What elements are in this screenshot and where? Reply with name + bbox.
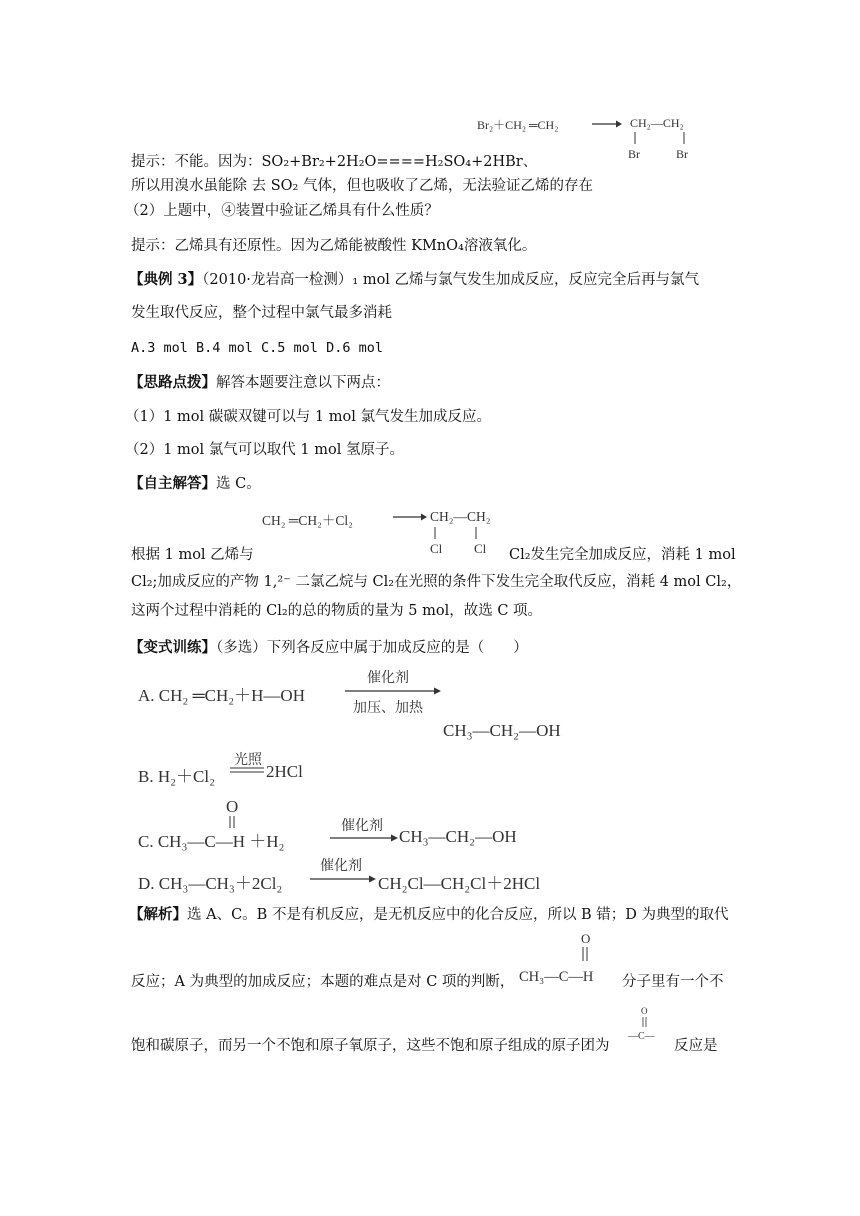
- example-3-text: （2010·龙岩高一检测）₁ mol 乙烯与氯气发生加成反应，反应完全后再与氯气: [202, 272, 700, 288]
- example-3-options: A.3 mol B.4 mol C.5 mol D.6 mol: [131, 340, 383, 356]
- carbonyl-group-bond: [642, 1017, 648, 1029]
- example-3-line: [129, 270, 699, 290]
- answer-tag: 【自主解答】: [129, 475, 216, 492]
- answer-paragraph-1-left: 根据 1 mol 乙烯与: [131, 547, 254, 563]
- substituent-br-2: Br: [676, 147, 688, 161]
- option-d-catalyst: 催化剂: [320, 858, 362, 874]
- hint-paragraph-2: 所以用溴水虽能除 去 SO₂ 气体，但也吸收了乙烯，无法验证乙烯的存在: [131, 178, 593, 194]
- equation-mid-product: CH₂—CH₂: [430, 509, 491, 524]
- solution-carbonyl-bond: [581, 947, 591, 963]
- hint-point-2: （2）1 mol 氯气可以取代 1 mol 氢原子。: [125, 442, 404, 458]
- option-b-product: 2HCl: [266, 762, 303, 781]
- variant-text: （多选）下列各反应中属于加成反应的是（ ）: [216, 640, 528, 656]
- solution-aldehyde-structure: CH₃—C—H: [519, 969, 594, 985]
- substituent-br-1: Br: [628, 147, 640, 161]
- solution-text-3-left: 饱和碳原子，而另一个不饱和原子氧原子，这些不饱和原子组成的原子团为: [131, 1038, 610, 1054]
- answer-paragraph-2: Cl₂;加成反应的产物 1,²⁻ 二氯乙烷与 Cl₂在光照的条件下发生完全取代反应，消耗 4 mol Cl₂，: [131, 574, 742, 590]
- option-b-reactants: B. H₂＋Cl₂: [138, 767, 216, 786]
- option-d-reactants: D. CH₃—CH₃＋2Cl₂: [138, 874, 283, 893]
- option-a-product: CH₃—CH₂—OH: [443, 721, 561, 740]
- solution-tag: 【解析】: [129, 906, 187, 923]
- reaction-arrow: [330, 833, 398, 843]
- option-c-catalyst: 催化剂: [341, 818, 383, 834]
- hint-paragraph-1: 提示：不能。因为：SO₂+Br₂+2H₂O====H₂SO₄+2HBr、: [131, 154, 538, 170]
- bond-lines: [432, 527, 492, 541]
- option-a-catalyst: 催化剂: [367, 670, 409, 686]
- hint-paragraph-3: 提示：乙烯具有还原性。因为乙烯能被酸性 KMnO₄溶液氧化。: [131, 238, 537, 254]
- substituent-cl-1: Cl: [430, 541, 443, 556]
- equation-top-reactants: Br₂＋CH₂ ═CH₂: [477, 118, 559, 132]
- option-a-reactants: A. CH₂ ═CH₂＋H—OH: [138, 686, 305, 705]
- double-line-equals: [230, 766, 264, 776]
- option-c-product: CH₃—CH₂—OH: [399, 827, 517, 846]
- option-d-product: CH₂Cl—CH₂Cl＋2HCl: [378, 874, 541, 893]
- variant-tag: 【变式训练】: [129, 639, 216, 656]
- question-2: （2）上题中，④装置中验证乙烯具有什么性质？: [125, 203, 439, 219]
- answer-paragraph-3: 这两个过程中消耗的 Cl₂的总的物质的量为 5 mol，故选 C 项。: [131, 603, 543, 619]
- carbonyl-oxygen: O: [226, 797, 239, 816]
- answer-text: 选 C。: [216, 476, 261, 492]
- solution-text-1: 选 A、C。B 不是有机反应，是无机反应中的化合反应，所以 B 错；D 为典型的取代: [187, 907, 729, 923]
- solution-carbonyl-oxygen: O: [581, 931, 591, 946]
- reaction-arrow: [592, 119, 622, 129]
- solution-text-2-left: 反应；A 为典型的加成反应；本题的难点是对 C 项的判断，: [131, 974, 515, 990]
- hint-tag: 【思路点拨】: [129, 374, 216, 391]
- answer-paragraph-1-right: Cl₂发生完全加成反应，消耗 1 mol: [509, 547, 736, 563]
- hint-point-1: （1）1 mol 碳碳双键可以与 1 mol 氯气发生加成反应。: [125, 409, 491, 425]
- option-a-conditions: 加压、加热: [353, 700, 423, 716]
- option-c-reactants: C. CH₃—C—H ＋H₂: [138, 832, 285, 851]
- equation-mid-reactants: CH₂ ═CH₂＋Cl₂: [262, 513, 353, 528]
- option-b-condition: 光照: [234, 752, 262, 768]
- solution-text-2-right: 分子里有一个不: [622, 974, 724, 990]
- substituent-cl-2: Cl: [474, 541, 487, 556]
- carbonyl-group: —C—: [628, 1031, 655, 1042]
- reaction-arrow: [393, 512, 427, 522]
- equation-top-product: CH₂—CH₂: [630, 116, 684, 130]
- example-3-text-2: 发生取代反应，整个过程中氯气最多消耗: [131, 305, 392, 321]
- example-3-tag: 【典例 3】: [129, 271, 203, 288]
- solution-text-3-right: 反应是: [674, 1038, 718, 1054]
- reaction-arrow: [345, 686, 441, 696]
- carbonyl-group-oxygen: O: [641, 1006, 648, 1016]
- bond-lines: [632, 132, 692, 146]
- hint-text: 解答本题要注意以下两点：: [216, 375, 390, 391]
- reaction-arrow: [310, 874, 376, 884]
